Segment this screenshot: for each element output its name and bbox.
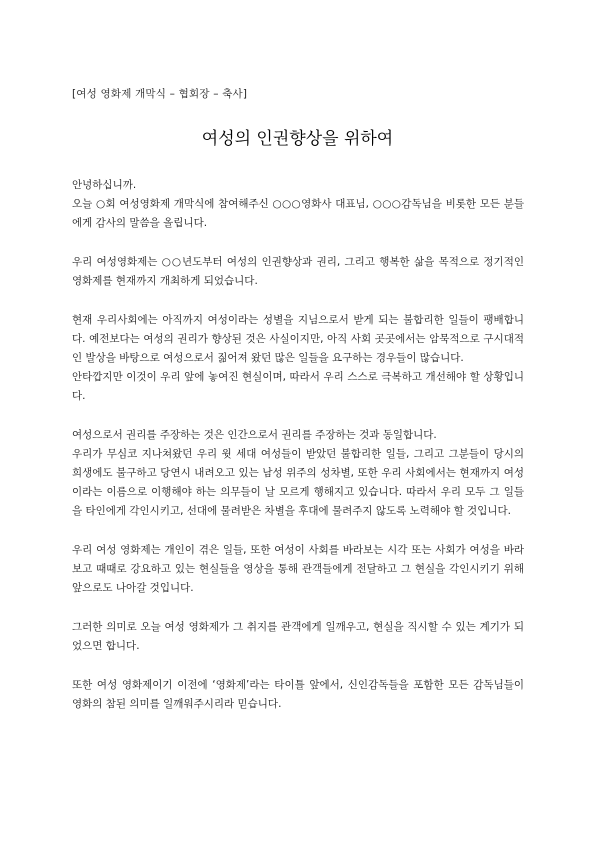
paragraph-festival-mission <box>72 541 524 598</box>
text-line: 오늘 ○회 여성영화제 개막식에 참여해주신 ○○○영화사 대표님, ○○○감독님을 비롯한 모든 분들에게 감사의 말씀을 올립니다. <box>72 198 524 229</box>
text-line: 우리 여성 영화제는 개인이 겪은 일들, 또한 여성이 사회를 바라보는 시각 또는 사회가 여성을 바라보고 때때로 강요하고 있는 현실들을 영상을 통해 관객들에게 전달하고 그 현실을 각인시키기 위해 앞으로도 나아갈 것입니다. <box>72 544 524 594</box>
text-line: 우리 여성영화제는 ○○년도부터 여성의 인권향상과 권리, 그리고 행복한 삶을 목적으로 정기적인 영화제를 현재까지 개최하게 되었습니다. <box>72 256 524 287</box>
paragraph-rights <box>72 426 524 521</box>
document-category: [여성 영화제 개막식 – 협회장 – 축사] <box>72 88 248 100</box>
text-line: 여성으로서 권리를 주장하는 것은 인간으로서 권리를 주장하는 것과 동일합니다. <box>72 429 437 441</box>
text-line: 안녕하십니까. <box>72 179 137 191</box>
text-line: 그러한 의미로 오늘 여성 영화제가 그 취지를 관객에게 일깨우고, 현실을 직시할 수 있는 계기가 되었으면 합니다. <box>72 621 524 652</box>
paragraph-meaning <box>72 618 524 656</box>
text-line: 또한 여성 영화제이기 이전에 ‘영화제’라는 타이틀 앞에서, 신인감독들을 포함한 모든 감독님들이 영화의 참된 의미를 일깨워주시리라 믿습니다. <box>72 679 524 710</box>
paragraph-greeting <box>72 176 524 233</box>
text-line: 현재 우리사회에는 아직까지 여성이라는 성별을 지님으로서 받게 되는 불합리한 일들이 팽배합니다. 예전보다는 여성의 권리가 향상된 것은 사실이지만, 아직 사회 곳곳에서는 암묵적으로 구시대적인 발상을 바탕으로 여성으로서 짊어져 왔던 많은 일들을 요구하는 경우들이 많습니다. <box>72 314 524 364</box>
paragraph-closing <box>72 676 524 714</box>
paragraph-current-society <box>72 311 524 406</box>
document-body <box>72 176 524 734</box>
text-line: 안타깝지만 이것이 우리 앞에 놓여진 현실이며, 따라서 우리 스스로 극복하고 개선해야 할 상황입니다. <box>72 371 524 402</box>
text-line: 우리가 무심코 지나쳐왔던 우리 윗 세대 여성들이 받았던 불합리한 일들, 그리고 그분들이 당시의 희생에도 불구하고 당연시 내려오고 있는 남성 위주의 성차별, 또한 우리 사회에서는 현재까지 여성이라는 이름으로 이행해야 하는 의무들이 날 모르게 행해지고 있습니다. 따라서 우리 모두 그 일들을 타인에게 각인시키고, 선대에 물려받은 차별을 후대에 물려주지 않도록 노력해야 할 것입니다. <box>72 448 524 517</box>
paragraph-history <box>72 253 524 291</box>
page-title: 여성의 인권향상을 위하여 <box>201 129 394 149</box>
